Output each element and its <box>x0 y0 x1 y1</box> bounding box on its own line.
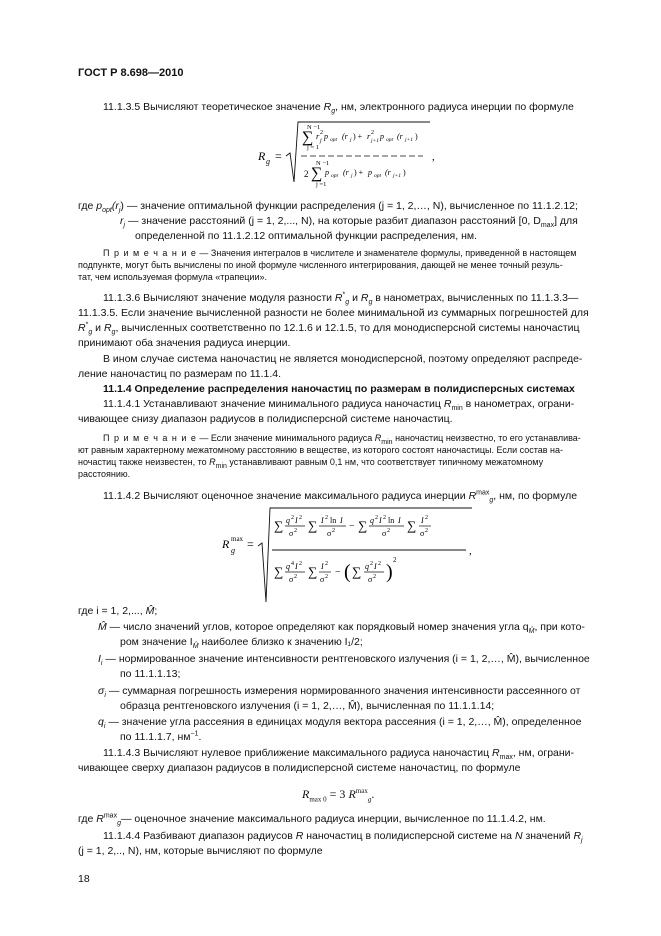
definition-end: ] для <box>554 215 578 227</box>
den-arg-sub: j <box>351 173 353 179</box>
sigma-6s: 2 <box>325 574 328 580</box>
paren-close: ) <box>386 561 393 583</box>
t2s: 2 <box>325 515 328 521</box>
sum-icon: ∑ <box>302 129 314 146</box>
sigma-7s: 2 <box>373 574 376 580</box>
where-intro: где <box>78 200 94 212</box>
paragraph-11-1-3-5 <box>103 100 574 115</box>
den-arg2-sub: j+1 <box>393 173 401 179</box>
sigma-4s: 2 <box>425 528 428 534</box>
symbol: M̂ <box>145 605 155 617</box>
sigma: σ <box>289 529 294 538</box>
symbol: I <box>98 653 101 665</box>
where-rgmax: где $R^{max}_g—$ оценочное значение максимального радиуса инерции, вычисленное по 11.1.4.2, нм. <box>78 812 546 828</box>
text: , нм, электронного радиуса инерции по формуле <box>335 101 574 113</box>
num-p: p <box>324 132 328 141</box>
subscript: g <box>331 108 336 116</box>
note-text: — Значения интегралов в числителе и знаменателе формулы, приведенной в настоящем <box>196 248 577 258</box>
paragraph-11-1-4-2: 11.1.4.2 Вычисляют оценочное значение максимального радиуса инерции $R^{max}_g$, нм, по формуле <box>103 489 578 505</box>
definition: — нормированное значение интенсивности рентгеновского излучения (i = 1, 2,…, M̂), вычисленное <box>105 653 590 665</box>
formula-comma: , <box>432 151 435 163</box>
note-label: П р и м е ч а н и е <box>103 248 197 258</box>
paragraph-11-1-3-6-l5: В ином случае система наночастиц не является монодисперсной, поэтому определяют распреде- <box>103 353 583 365</box>
t4: I <box>421 516 424 525</box>
num-sup: 2 <box>320 130 323 136</box>
definition: — оценочное значение максимального радиуса инерции, вычисленное по 11.1.4.2, нм. <box>120 813 546 825</box>
den-factor: 2 <box>304 169 309 179</box>
paragraph-11-1-3-6-l4: принимают оба значения радиуса инерции. <box>78 337 291 349</box>
subscript: j <box>123 222 126 230</box>
t1b: I <box>295 516 298 525</box>
definition-end: , при кото- <box>534 621 585 633</box>
paragraph-11-1-3-6-l3: $R^*_g$ и $R_g$, вычисленных соответственно по 12.1.6 и 12.1.5, то для монодисперсной системы наночастиц <box>78 321 580 337</box>
note-1-l2: подпункте, могут быть вычислены по иной формуле численного интегрирования, дающей не менее точный резуль- <box>78 260 563 270</box>
where-q: $q_i$ — значение угла рассеяния в единицах модуля вектора рассеяния (i = 1, 2,…, M̂), определенное <box>98 716 582 731</box>
t3b: I <box>379 516 382 525</box>
where-m-l2: ром значение $I_{M̂}$ наиболее близко к значению I₁/2; <box>120 636 363 651</box>
sum-icon-3: ∑ <box>358 518 368 533</box>
superscript: max <box>355 787 368 795</box>
text: в нанометрах, вычисленных по 11.1.3.3— <box>372 292 579 304</box>
sum-icon-4: ∑ <box>407 518 417 533</box>
definition-end: . <box>198 731 202 743</box>
den-close: ) <box>403 168 406 177</box>
text: , нм, по формуле <box>493 490 578 502</box>
paren-open: ( <box>344 561 351 583</box>
text: , нм, ограни- <box>512 747 575 759</box>
formula-rgmax-svg <box>222 506 482 606</box>
t4s: 2 <box>425 515 428 521</box>
t2: I <box>321 516 324 525</box>
den-sum-bot: j =1 <box>316 181 327 188</box>
sigma-5: σ <box>289 575 294 584</box>
formula-lhs-sub: g <box>266 157 270 166</box>
num-term: r <box>316 131 320 141</box>
definition: — значение оптимальной функции распределения (j = 1, 2,…, N), вычисленное по 11.1.2.12; <box>126 200 578 212</box>
num-arg-sub: j <box>350 137 352 143</box>
formula-end: . <box>371 787 375 801</box>
num-opt: opt <box>330 137 338 143</box>
d3s: 2 <box>370 561 373 567</box>
subscript: j <box>118 207 121 215</box>
formula-comma: , <box>469 545 472 557</box>
num-plus: ) + <box>353 132 363 141</box>
d3b: I <box>374 562 377 571</box>
d3bs: 2 <box>378 561 381 567</box>
symbol: M̂ <box>98 621 107 633</box>
formula-lhs: R <box>258 149 266 163</box>
note-text: наночастиц неизвестно, то его устанавлива- <box>392 433 581 443</box>
definition: — число значений углов, которое определяют как порядковый номер значения угла q <box>109 621 529 633</box>
where-m: M̂ — число значений углов, которое определяют как порядковый номер значения угла $q_{M̂}$, при кото- <box>98 621 585 636</box>
power-2: 2 <box>393 556 397 564</box>
definition: ром значение I <box>120 636 193 648</box>
sum-icon-5: ∑ <box>274 564 284 579</box>
where-r-j <box>120 214 578 229</box>
paragraph-11-1-4-1 <box>103 397 574 412</box>
where-intro: где i = 1, 2,..., <box>78 605 146 617</box>
den-plus: ) + <box>354 168 364 177</box>
text: и <box>92 322 104 334</box>
sum-icon-2: ∑ <box>308 518 318 533</box>
paragraph-11-1-3-6-l6: ление наночастиц по размерам по 11.1.4. <box>78 368 282 380</box>
minus: − <box>349 521 355 532</box>
num-sum-bot: j = 1 <box>307 144 319 151</box>
text: значений <box>522 830 574 842</box>
formula-lhs: R <box>222 537 230 551</box>
t1s: 2 <box>291 515 294 521</box>
num-arg2-sub: j+1 <box>405 137 413 143</box>
subscript: max <box>499 754 513 762</box>
note-text: устанавливают равным 0,1 нм, что соответствует типичному межатомному <box>226 457 544 467</box>
den-sum-top: N −1 <box>316 160 330 167</box>
note-label: П р и м е ч а н и е <box>103 433 197 443</box>
formula-rgmax <box>222 506 482 606</box>
subscript: opt <box>102 207 112 215</box>
formula-rg-svg <box>258 120 458 190</box>
paragraph-11-1-4-3-l2: чивающее сверху диапазон радиусов в полидисперсной системе наночастиц, по формуле <box>78 762 521 774</box>
symbol: r <box>120 215 124 227</box>
note-text: ночастиц также неизвестен, то <box>78 457 210 467</box>
where-I-l2: по 11.1.1.13; <box>120 668 181 680</box>
section-title-11-1-4: 11.1.4 Определение распределения наночастиц по размерам в полидисперсных системах <box>103 383 575 395</box>
symbol: σ <box>98 685 105 697</box>
symbol: q <box>98 716 104 728</box>
subscript: max 0 <box>309 795 327 804</box>
subscript: max <box>540 222 555 230</box>
sigma-6: σ <box>320 575 325 584</box>
sigma-2s: 2 <box>332 528 335 534</box>
definition: — суммарная погрешность измерения нормированного значения интенсивности рассеянного от <box>108 685 581 697</box>
paragraph-11-1-4-4: 11.1.4.4 Разбивают диапазон радиусов R наночастиц в полидисперсной системе на N значений $R_j$ <box>103 830 583 845</box>
formula-lhs-sub: g <box>231 546 235 555</box>
num-p2: p <box>380 132 384 141</box>
note-1 <box>103 247 577 260</box>
document-header: ГОСТ Р 8.698—2010 <box>78 67 184 79</box>
sum-icon-2: ∑ <box>311 165 323 182</box>
equals-sign: = <box>275 149 282 163</box>
where-intro: где <box>78 813 97 825</box>
num-opt2: opt <box>386 137 394 143</box>
formula-lhs-sup: max <box>231 535 244 543</box>
definition: — значение угла рассеяния в единицах модуля вектора рассеяния (i = 1, 2,…, M̂), определенное <box>108 716 582 728</box>
paragraph-11-1-3-6: 11.1.3.6 Вычисляют значение модуля разности $R^*_g$ и $R_g$ в нанометрах, вычисленных по 11.1.3.3— <box>103 291 579 307</box>
d1b: I <box>295 562 298 571</box>
num-close: ) <box>415 132 418 141</box>
num-r2: r <box>367 131 371 141</box>
den-p: p <box>325 168 329 177</box>
minus-2: − <box>335 567 341 578</box>
symbol: (r <box>111 200 119 212</box>
sigma-3: σ <box>382 529 387 538</box>
note-2-l4: расстоянию. <box>78 469 131 479</box>
sigma-s: 2 <box>294 528 297 534</box>
text: в нанометрах, ограни- <box>462 398 575 410</box>
t1: q <box>286 516 290 525</box>
text: 11.1.3.6 Вычисляют значение модуля разности <box>103 292 335 304</box>
note-1-l3: тат, чем используемая формула «трапеции». <box>78 272 267 282</box>
den-opt: opt <box>331 173 339 179</box>
d1bs: 2 <box>299 561 302 567</box>
d1s: 4 <box>291 561 294 567</box>
sum-icon-7: ∑ <box>352 564 362 579</box>
t2-I: I <box>340 516 343 525</box>
definition: по 11.1.1.7, нм <box>120 731 191 743</box>
text: 11.1.4.3 Вычисляют нулевое приближение максимального радиуса наночастиц <box>103 747 493 759</box>
d2: I <box>321 562 324 571</box>
t3-ln: ln <box>388 516 395 525</box>
num-arg2: (r <box>397 132 403 141</box>
note-2-l3: ночастиц также неизвестен, то $R_{min}$ устанавливают равным 0,1 нм, что соответствует типичному межатомному <box>78 457 544 470</box>
symbol: R <box>443 398 452 410</box>
symbol: R <box>323 101 332 113</box>
t3bs: 2 <box>383 515 386 521</box>
subscript: min <box>451 405 463 413</box>
sigma-7: σ <box>368 575 373 584</box>
t3: q <box>370 516 374 525</box>
where-p-opt: где $p_{opt}(r_j)$ — значение оптимальной функции распределения (j = 1, 2,…, N), вычисленное по 11.1.2.12; <box>78 200 578 215</box>
definition: наиболее близко к значению I₁/2; <box>198 636 363 648</box>
text: 11.1.3.5 Вычисляют теоретическое значение <box>103 101 324 113</box>
superscript: −1 <box>190 730 199 738</box>
where-q-l2 <box>120 730 201 745</box>
where-sigma-l2: образца рентгеновского излучения (i = 1, 2,…, M̂), вычисленная по 11.1.1.14; <box>120 700 495 712</box>
paragraph-11-1-3-6-l2: 11.1.3.5. Если значение вычисленной разности не более минимальной из суммарных погрешностей для <box>78 307 589 319</box>
sum-icon: ∑ <box>274 518 284 533</box>
num-r2-sub: j+1 <box>371 138 379 144</box>
num-arg: (r <box>342 132 348 141</box>
t2-ln: ln <box>330 516 337 525</box>
note-text: — Если значение минимального радиуса <box>196 433 375 443</box>
d2s: 2 <box>325 561 328 567</box>
sum-icon-6: ∑ <box>308 564 318 579</box>
t3-I: I <box>398 516 401 525</box>
paragraph-11-1-4-4-l2: (j = 1, 2,.., N), нм, которые вычисляют по формуле <box>78 845 323 857</box>
num-sum-top: N −1 <box>307 124 321 131</box>
text: , вычисленных соответственно по 12.1.6 и 12.1.5, то для монодисперсной системы наночастиц <box>115 322 580 334</box>
sigma-2: σ <box>327 529 332 538</box>
equals-sign: = <box>247 537 254 551</box>
symbol: p <box>96 200 103 212</box>
den-opt2: opt <box>374 173 382 179</box>
text: 11.1.4.4 Разбивают диапазон радиусов <box>103 830 296 842</box>
text: и <box>349 292 361 304</box>
formula-rmax0: $R_{max 0} = 3$ $R^{max}_g$. <box>302 787 375 804</box>
num-r2-sup: 2 <box>371 130 374 136</box>
paragraph-11-1-4-1-l2: чивающее снизу диапазон радиусов в полидисперсной системе наночастиц. <box>78 413 453 425</box>
note-2-l2: ют равным характерному межатомному расстоянию в веществе, из которого состоят наночастицы. Если состав на- <box>78 445 564 455</box>
t1bs: 2 <box>299 515 302 521</box>
where-sigma: $\sigma_i$ — суммарная погрешность измерения нормированного значения интенсивности рассеянного от <box>98 685 581 700</box>
d3: q <box>365 562 369 571</box>
formula-mid: = 3 <box>326 787 349 801</box>
text: наночастиц в полидисперсной системе на <box>303 830 515 842</box>
definition: — значение расстояний (j = 1, 2,..., N), на которые разбит диапазон расстояний [0, D <box>127 215 541 227</box>
where-r-j-cont: определенной по 11.1.2.12 оптимальной функции распределения, нм. <box>135 230 478 242</box>
superscript: max <box>476 489 490 497</box>
text: 11.1.4.1 Устанавливают значение минимального радиуса наночастиц <box>103 398 444 410</box>
formula-rg <box>258 120 458 190</box>
sigma-3s: 2 <box>387 528 390 534</box>
d1: q <box>286 562 290 571</box>
den-arg: (r <box>343 168 349 177</box>
den-arg2: (r <box>385 168 391 177</box>
note-2: П р и м е ч а н и е — Если значение минимального радиуса $R_{min}$ наночастиц неизвестно, то его устанавлива- <box>103 433 581 446</box>
t3s: 2 <box>375 515 378 521</box>
paragraph-11-1-4-3: 11.1.4.3 Вычисляют нулевое приближение максимального радиуса наночастиц $R_{max}$, нм, ограни- <box>103 747 575 762</box>
where-I: $I_i$ — нормированное значение интенсивности рентгеновского излучения (i = 1, 2,…, M̂), вычисленное <box>98 653 590 668</box>
sigma-4: σ <box>420 529 425 538</box>
sigma-5s: 2 <box>294 574 297 580</box>
den-p2: p <box>368 168 372 177</box>
where-i: где i = 1, 2,..., M̂; <box>78 605 158 617</box>
num-sub: j <box>320 138 322 144</box>
text: 11.1.4.2 Вычисляют оценочное значение максимального радиуса инерции <box>103 490 469 502</box>
page-number: 18 <box>78 873 90 885</box>
